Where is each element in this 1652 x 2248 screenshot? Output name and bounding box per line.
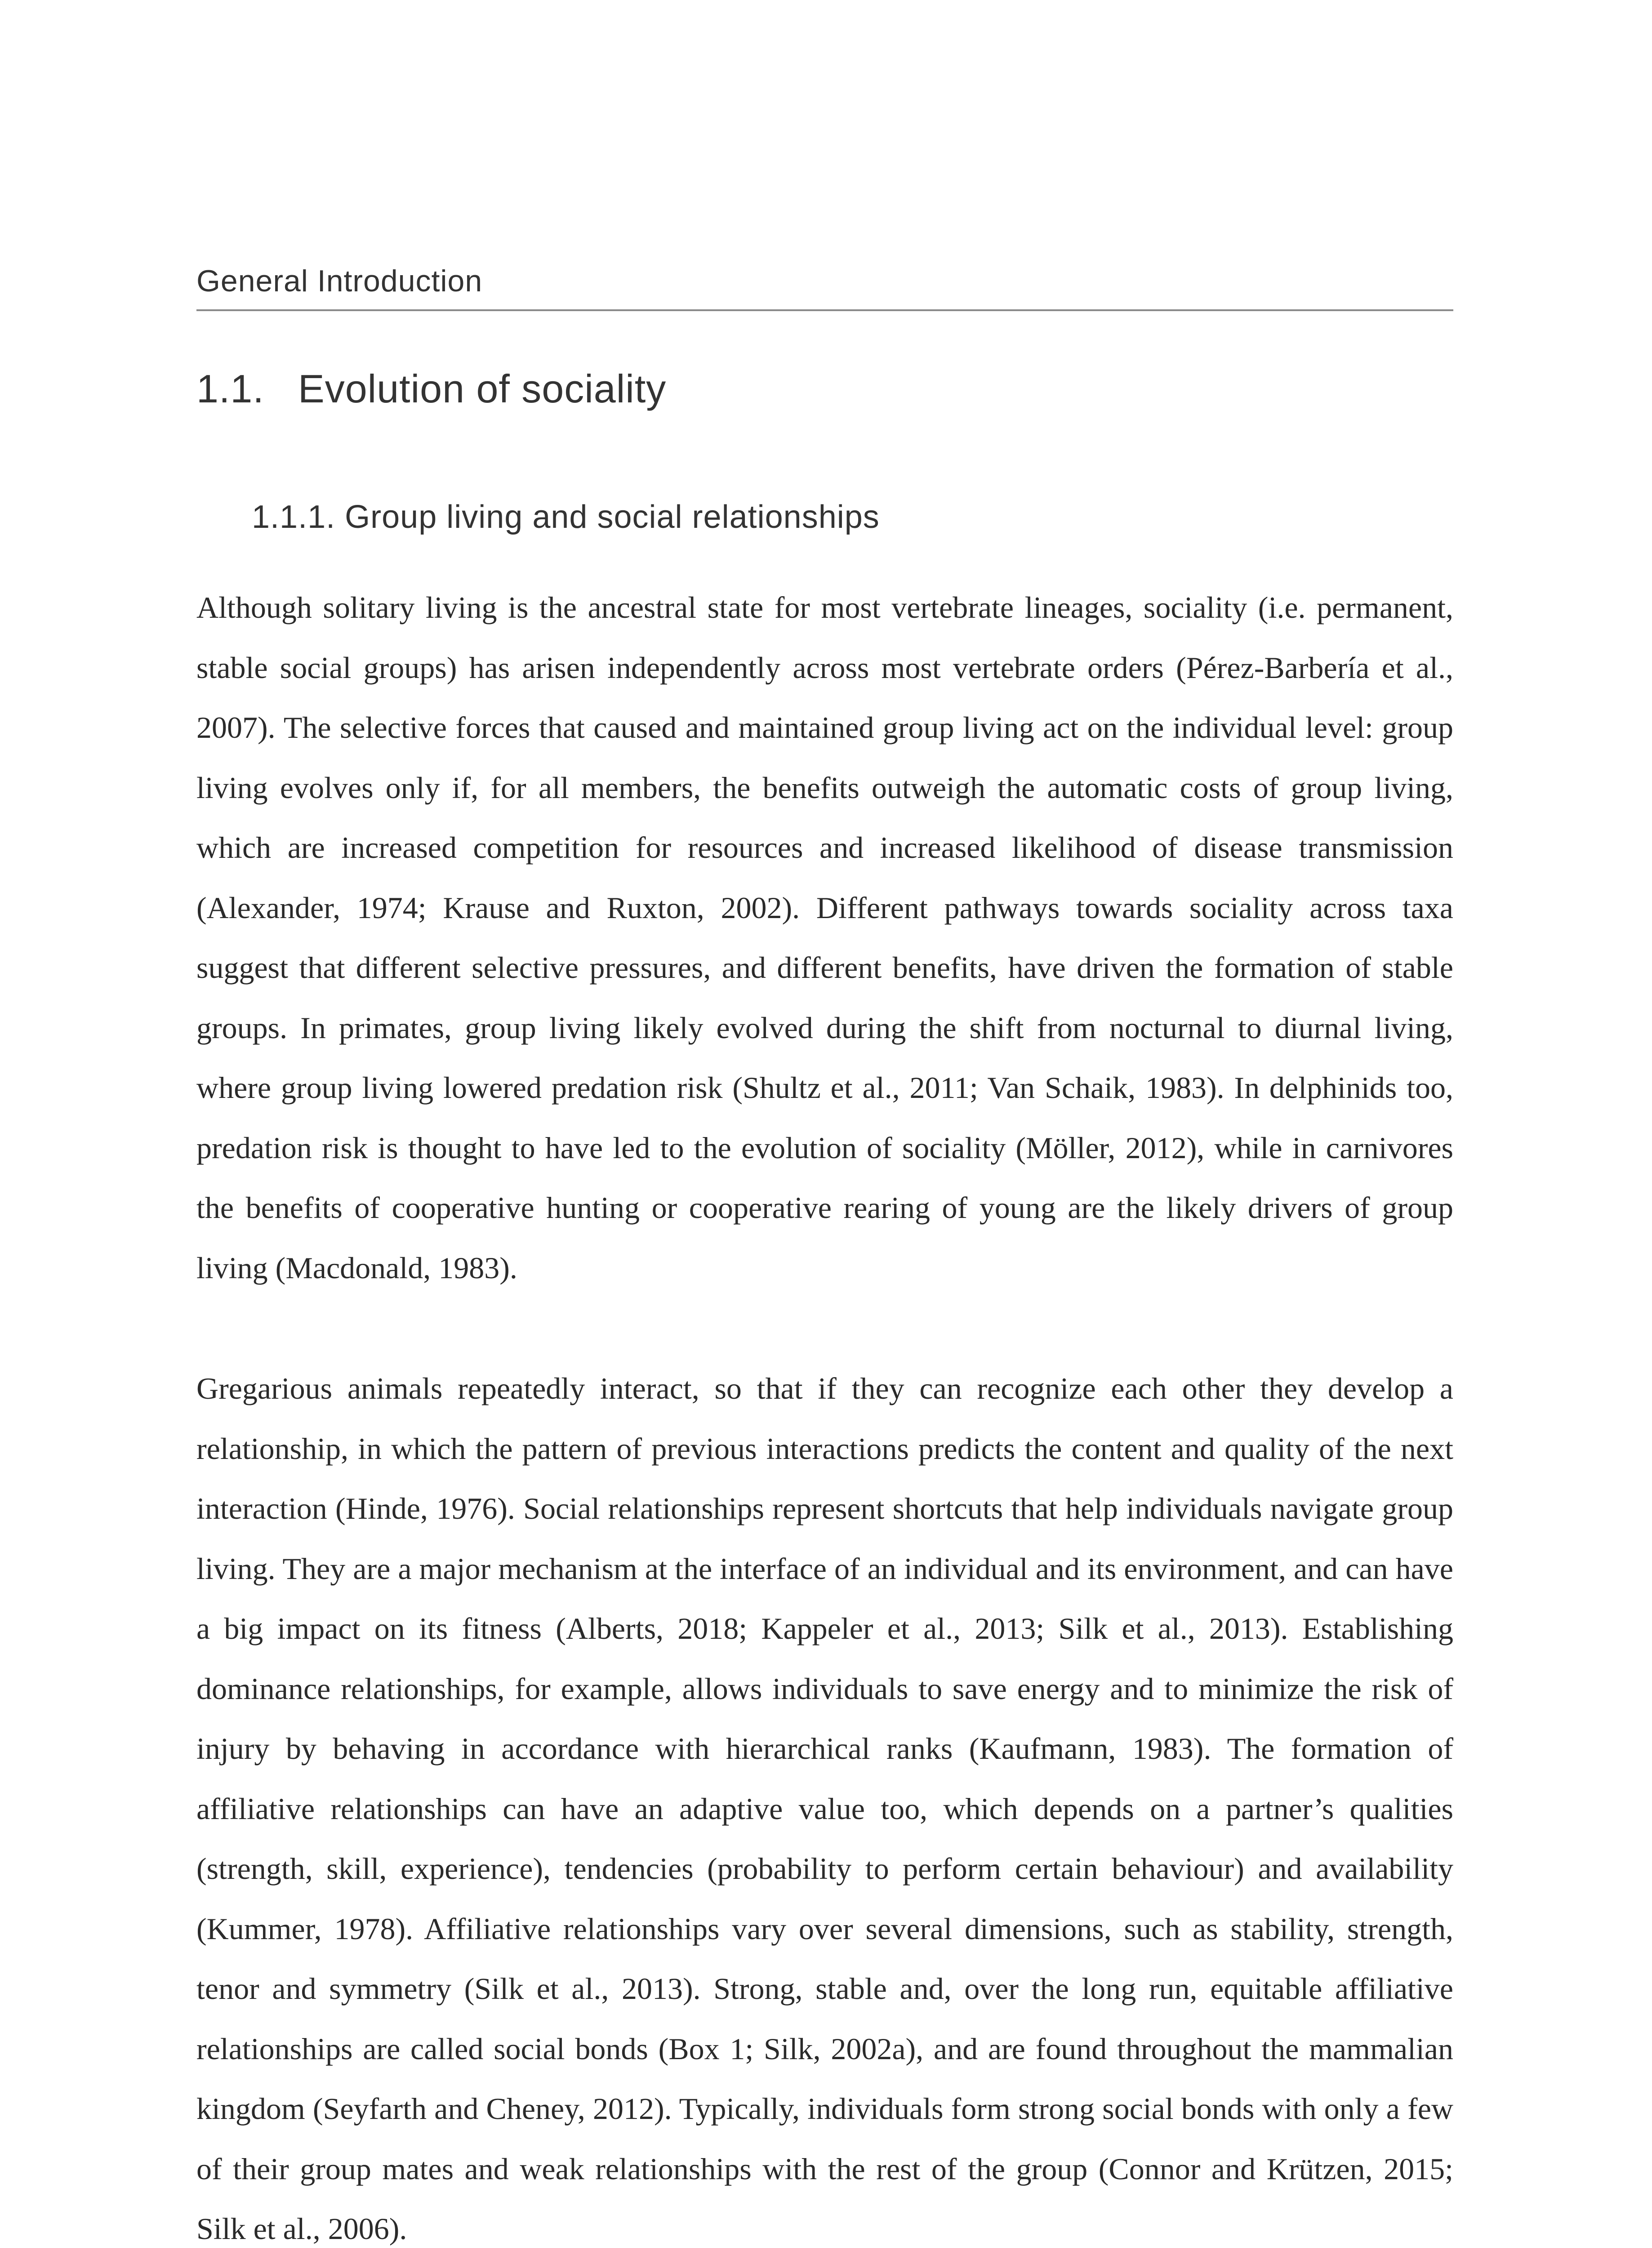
subsection-heading: 1.1.1. Group living and social relationships	[252, 499, 880, 535]
paragraph-2: Gregarious animals repeatedly interact, so that if they can recognize each other they develop a relationship, in which the pattern of previous interactions predicts the content and quality of the next interaction (Hinde, 1976). Social relationships represent shortcuts that help individuals navigate group living. They are a major mechanism at the interface of an individual and its environment, and can have a big impact on its fitness (Alberts, 2018; Kappeler et al., 2013; Silk et al., 2013). Establishing dominance relationships, for example, allows individuals to save energy and to minimize the risk of injury by behaving in accordance with hierarchical ranks (Kaufmann, 1983). The formation of affiliative relationships can have an adaptive value too, which depends on a partner’s qualities (strength, skill, experience), tendencies (probability to perform certain behaviour) and availability (Kummer, 1978). Affiliative relationships vary over several dimensions, such as stability, strength, tenor and symmetry (Silk et al., 2013). Strong, stable and, over the long run, equitable affiliative relationships are called social bonds (Box 1; Silk, 2002a), and are found throughout the mammalian kingdom (Seyfarth and Cheney, 2012). Typically, individuals form strong social bonds with only a few of their group mates and weak relationships with the rest of the group (Connor and Krützen, 2015; Silk et al., 2006).	[196, 1371, 1453, 2246]
body-text	[196, 578, 1453, 2248]
running-header: General Introduction	[196, 264, 483, 298]
header-rule	[196, 309, 1453, 311]
section-title: Evolution of sociality	[298, 366, 667, 411]
section-heading	[196, 360, 666, 418]
paragraph-1: Although solitary living is the ancestral state for most vertebrate lineages, sociality (i.e. permanent, stable social groups) has arisen independently across most vertebrate orders (Pérez-Barbería et al., 2007). The selective forces that caused and maintained group living act on the individual level: group living evolves only if, for all members, the benefits outweigh the automatic costs of group living, which are increased competition for resources and increased likelihood of disease transmission (Alexander, 1974; Krause and Ruxton, 2002). Different pathways towards sociality across taxa suggest that different selective pressures, and different benefits, have driven the formation of stable groups. In primates, group living likely evolved during the shift from nocturnal to diurnal living, where group living lowered predation risk (Shultz et al., 2011; Van Schaik, 1983). In delphinids too, predation risk is thought to have led to the evolution of sociality (Möller, 2012), while in carnivores the benefits of cooperative hunting or cooperative rearing of young are the likely drivers of group living (Macdonald, 1983).	[196, 590, 1453, 1285]
section-number: 1.1.	[196, 366, 264, 411]
